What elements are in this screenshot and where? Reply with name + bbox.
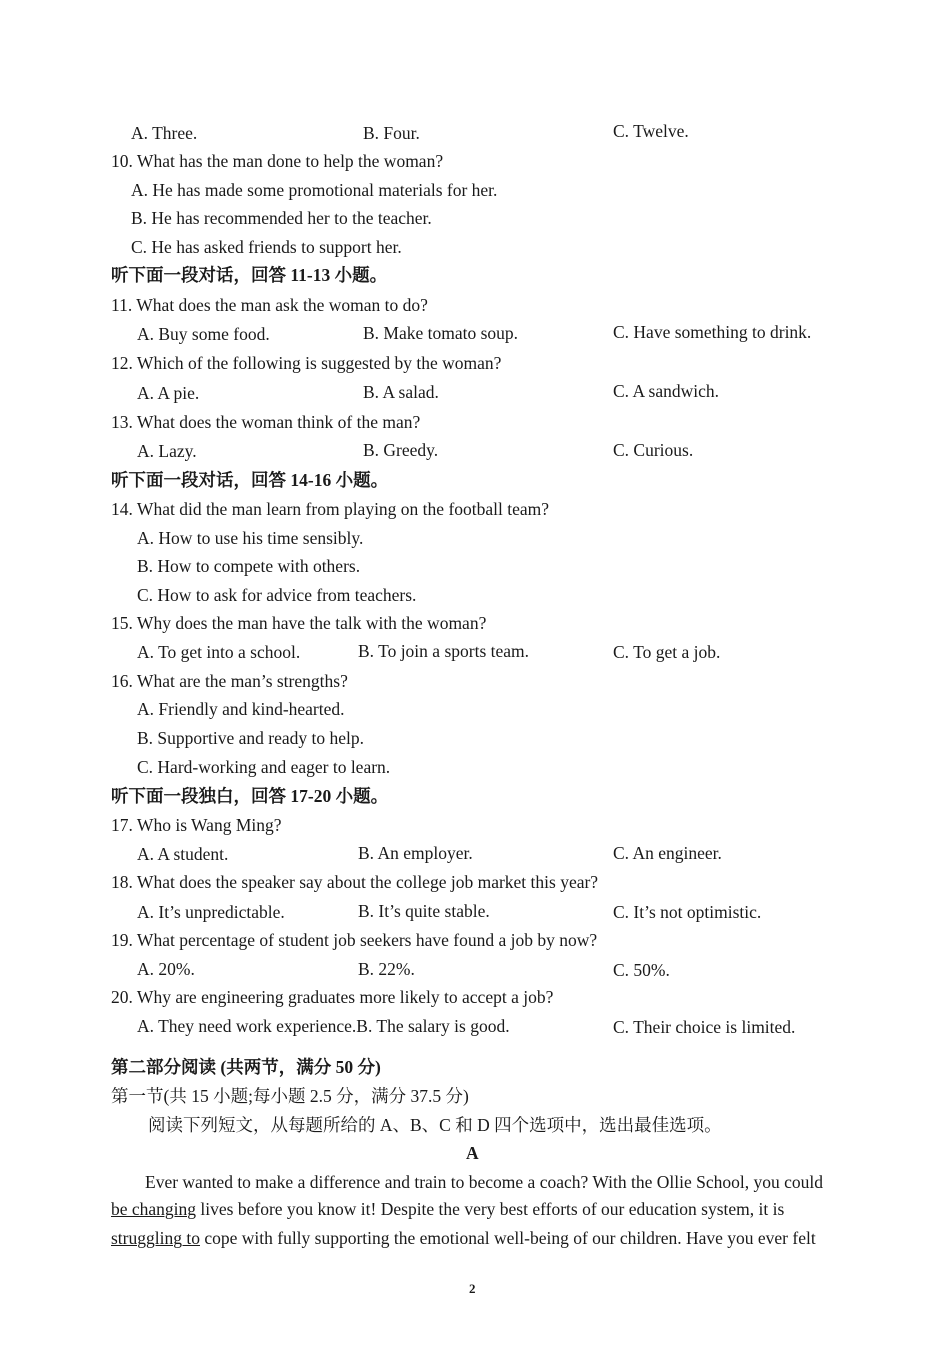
section-heading-17-20: 听下面一段独白，回答 17-20 小题。 <box>111 786 389 806</box>
q20-question: 20. Why are engineering graduates more likely to accept a job? <box>111 987 554 1007</box>
q17-option-b: B. An employer. <box>358 843 473 863</box>
q20-option-c: C. Their choice is limited. <box>613 1017 796 1037</box>
q16-question: 16. What are the man’s strengths? <box>111 671 348 691</box>
q16-option-b: B. Supportive and ready to help. <box>137 728 364 748</box>
q19-option-c: C. 50%. <box>613 960 670 980</box>
passage-underlined-phrase-1: be changing <box>111 1199 197 1219</box>
q18-option-a: A. It’s unpredictable. <box>137 902 285 922</box>
q11-option-c: C. Have something to drink. <box>613 322 812 342</box>
q10-question: 10. What has the man done to help the woman? <box>111 151 444 171</box>
q14-option-a: A. How to use his time sensibly. <box>137 528 364 548</box>
q18-option-c: C. It’s not optimistic. <box>613 902 762 922</box>
passage-line-3-text: cope with fully supporting the emotional well-being of our children. Have you ever felt <box>199 1228 816 1248</box>
passage-underlined-phrase-2: struggling to <box>111 1228 200 1248</box>
q19-question: 19. What percentage of student job seekers have found a job by now? <box>111 930 598 950</box>
part2-title: 第二部分阅读 (共两节，满分 50 分) <box>111 1057 381 1077</box>
q14-question: 14. What did the man learn from playing on the football team? <box>111 499 550 519</box>
q12-question: 12. Which of the following is suggested by the woman? <box>111 353 502 373</box>
passage-label: A <box>466 1143 479 1163</box>
q13-question: 13. What does the woman think of the man? <box>111 412 421 432</box>
q10-option-b: B. He has recommended her to the teacher. <box>131 208 432 228</box>
q12-option-b: B. A salad. <box>363 382 439 402</box>
q16-option-c: C. Hard-working and eager to learn. <box>137 757 391 777</box>
q19-option-a: A. 20%. <box>137 959 195 979</box>
q10-option-c: C. He has asked friends to support her. <box>131 237 402 257</box>
q9-option-b: B. Four. <box>363 123 420 143</box>
passage-line-2 <box>111 1198 846 1220</box>
passage-line-2-text: lives before you know it! Despite the very best efforts of our education system, it is <box>196 1199 785 1219</box>
part2-section1-heading: 第一节(共 15 小题;每小题 2.5 分，满分 37.5 分) <box>111 1086 469 1106</box>
q13-option-b: B. Greedy. <box>363 440 439 460</box>
q14-option-b: B. How to compete with others. <box>137 556 361 576</box>
q17-question: 17. Who is Wang Ming? <box>111 815 282 835</box>
part2-instruction: 阅读下列短文，从每题所给的 A、B、C 和 D 四个选项中，选出最佳选项。 <box>148 1115 722 1135</box>
q15-question: 15. Why does the man have the talk with the woman? <box>111 613 487 633</box>
q11-option-b: B. Make tomato soup. <box>363 323 519 343</box>
q15-option-b: B. To join a sports team. <box>358 641 530 661</box>
q18-question: 18. What does the speaker say about the college job market this year? <box>111 872 599 892</box>
section-heading-11-13: 听下面一段对话，回答 11-13 小题。 <box>111 265 388 285</box>
q9-option-a: A. Three. <box>131 123 198 143</box>
q12-option-a: A. A pie. <box>137 383 200 403</box>
q11-option-a: A. Buy some food. <box>137 324 270 344</box>
passage-line-3 <box>111 1227 846 1249</box>
q12-option-c: C. A sandwich. <box>613 381 719 401</box>
q13-option-c: C. Curious. <box>613 440 694 460</box>
q16-option-a: A. Friendly and kind-hearted. <box>137 699 345 719</box>
passage-line-1: Ever wanted to make a difference and train to become a coach? With the Ollie School, you could <box>145 1172 823 1192</box>
section-heading-14-16: 听下面一段对话，回答 14-16 小题。 <box>111 470 389 490</box>
q10-option-a: A. He has made some promotional materials for her. <box>131 180 498 200</box>
q19-option-b: B. 22%. <box>358 959 415 979</box>
q20-option-ab: A. They need work experience.B. The salary is good. <box>137 1016 510 1036</box>
q13-option-a: A. Lazy. <box>137 441 197 461</box>
q9-option-c: C. Twelve. <box>613 121 689 141</box>
page-number: 2 <box>469 1281 476 1296</box>
q14-option-c: C. How to ask for advice from teachers. <box>137 585 417 605</box>
q15-option-a: A. To get into a school. <box>137 642 301 662</box>
q15-option-c: C. To get a job. <box>613 642 721 662</box>
q18-option-b: B. It’s quite stable. <box>358 901 490 921</box>
q17-option-a: A. A student. <box>137 844 229 864</box>
q11-question: 11. What does the man ask the woman to do? <box>111 295 428 315</box>
q17-option-c: C. An engineer. <box>613 843 722 863</box>
